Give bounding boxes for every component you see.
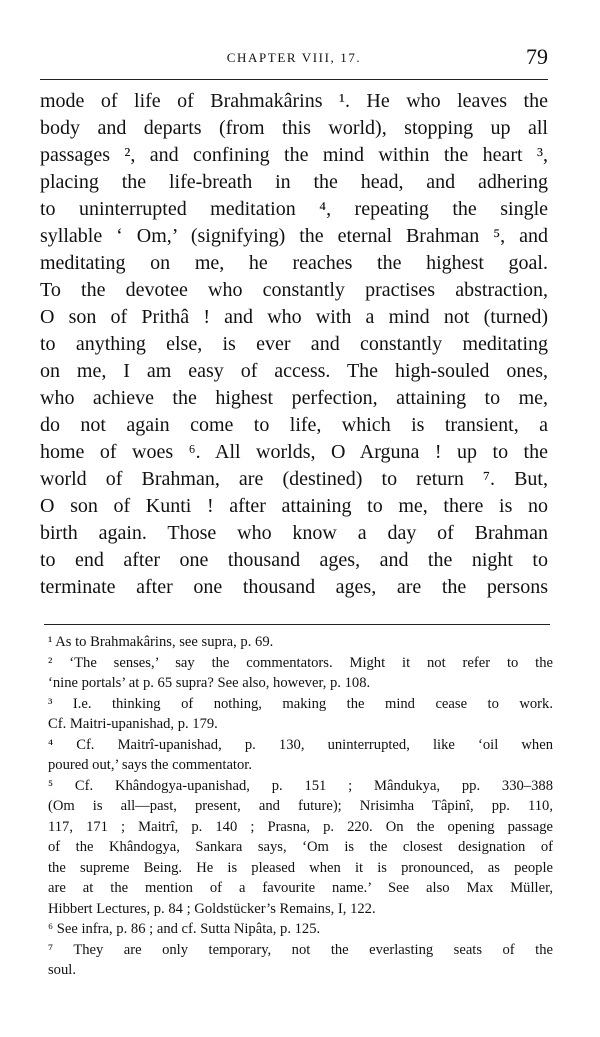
footnote-line: Hibbert Lectures, p. 84 ; Goldstücker’s Remains, I, 122. xyxy=(48,900,376,917)
footnote-line: ‘nine portals’ at p. 65 supra? See also, however, p. 108. xyxy=(48,675,371,691)
footnote-line: 117, 171 ; Maitrî, p. 140 ; Prasna, p. 220. On the opening passage xyxy=(48,818,553,835)
body-line: O son of Prithâ ! and who with a mind not (turned) xyxy=(40,306,548,328)
body-line: on me, I am easy of access. The high-souled ones, xyxy=(40,360,548,382)
body-line: placing the life-breath in the head, and adhering xyxy=(40,171,548,193)
running-head: CHAPTER VIII, 17. xyxy=(226,50,362,65)
footnote-line: Cf. Maitri-upanishad, p. 179. xyxy=(48,716,218,732)
body-line: world of Brahman, are (destined) to return ⁷. But, xyxy=(40,468,548,490)
footnote-line: ⁴ Cf. Maitrî-upanishad, p. 130, uninterrupted, like ‘oil when xyxy=(48,736,553,753)
footnote-line: ¹ As to Brahmakârins, see supra, p. 69. xyxy=(48,634,274,650)
body-line: to anything else, is ever and constantly meditating xyxy=(40,333,548,355)
body-line: body and departs (from this world), stopping up all xyxy=(40,117,548,139)
footnote-line: soul. xyxy=(48,962,76,978)
body-text xyxy=(40,88,548,601)
page-header xyxy=(40,44,548,74)
footnote-line: of the Khândogya, Sankara says, ‘Om is the closest designation of xyxy=(48,839,553,855)
body-line: home of woes ⁶. All worlds, O Arguna ! up to the xyxy=(40,441,548,463)
body-line: O son of Kunti ! after attaining to me, there is no xyxy=(40,495,548,517)
body-line: terminate after one thousand ages, are the persons xyxy=(40,576,548,598)
header-rule xyxy=(40,79,548,80)
footnotes xyxy=(48,632,553,981)
footnote-line: (Om is all—past, present, and future); Nrisimha Tâpinî, pp. 110, xyxy=(48,798,553,814)
body-line: to uninterrupted meditation ⁴, repeating the single xyxy=(40,198,548,220)
footnote-line: ⁶ See infra, p. 86 ; and cf. Sutta Nipâta, p. 125. xyxy=(48,921,321,937)
footnote-line: the supreme Being. He is pleased when it is pronounced, as people xyxy=(48,859,553,876)
body-line: syllable ‘ Om,’ (signifying) the eternal Brahman ⁵, and xyxy=(40,225,548,247)
body-line: To the devotee who constantly practises abstraction, xyxy=(40,279,548,301)
footnote-line: ² ‘The senses,’ say the commentators. Might it not refer to the xyxy=(48,654,553,671)
footnote-rule xyxy=(44,624,550,625)
body-line: mode of life of Brahmakârins ¹. He who leaves the xyxy=(40,90,548,112)
footnote-line: ⁵ Cf. Khândogya-upanishad, p. 151 ; Mândukya, pp. 330–388 xyxy=(48,777,553,794)
footnote-line: poured out,’ says the commentator. xyxy=(48,757,252,773)
page-number: 79 xyxy=(526,44,548,69)
footnote-line: are at the mention of a favourite name.’ See also Max Müller, xyxy=(48,880,553,896)
body-line: to end after one thousand ages, and the night to xyxy=(40,549,548,571)
footnote-line: ⁷ They are only temporary, not the everlasting seats of the xyxy=(48,941,553,958)
footnote-line: ³ I.e. thinking of nothing, making the mind cease to work. xyxy=(48,695,553,712)
body-line: meditating on me, he reaches the highest goal. xyxy=(40,252,548,274)
body-line: birth again. Those who know a day of Brahman xyxy=(40,522,548,544)
body-line: who achieve the highest perfection, attaining to me, xyxy=(40,387,548,409)
body-line: passages ², and confining the mind within the heart ³, xyxy=(40,144,548,166)
body-line: do not again come to life, which is transient, a xyxy=(40,414,548,436)
